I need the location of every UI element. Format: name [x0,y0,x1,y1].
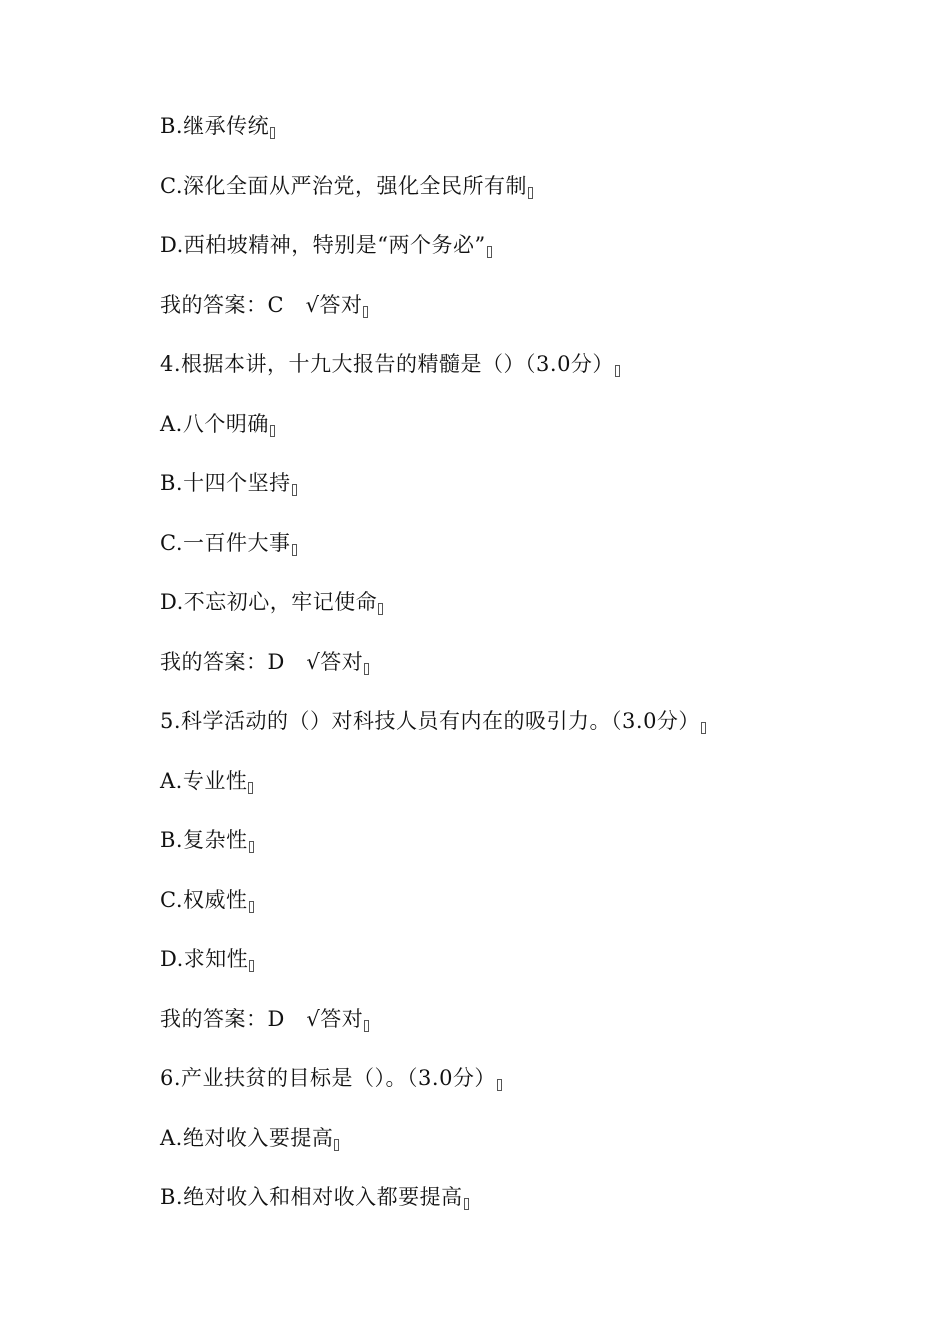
line-text: C.深化全面从严治党，强化全民所有制 [160,174,527,198]
option-c-line [160,529,297,557]
line-text: 我的答案：D √答对 [160,1007,364,1031]
line-text: C.一百件大事 [160,531,291,555]
line-text: D.西柏坡精神，特别是“两个务必” [160,233,486,257]
line-end-mark [248,782,253,794]
line-text: 6.产业扶贫的目标是（）。（3.0分） [160,1066,496,1090]
line-text: D.求知性 [160,947,249,971]
line-end-mark [701,722,706,734]
line-end-mark [249,901,254,913]
my-answer-line [160,291,368,319]
line-end-mark [292,484,297,496]
line-text: 我的答案：D √答对 [160,650,364,674]
line-end-mark [334,1139,339,1151]
option-b-line [160,469,297,497]
line-text: 我的答案：C √答对 [160,293,363,317]
line-text: C.权威性 [160,888,248,912]
line-end-mark [497,1079,502,1091]
line-end-mark [292,544,297,556]
line-end-mark [363,306,368,318]
line-text: 4.根据本讲，十九大报告的精髓是（）（3.0分） [160,352,614,376]
line-text: A.专业性 [160,769,248,793]
option-d-line [160,945,254,973]
option-b-line [160,112,275,140]
line-text: A.绝对收入要提高 [160,1126,334,1150]
option-d-line [160,231,492,259]
my-answer-line [160,1005,369,1033]
line-end-mark [270,425,275,437]
line-text: B.复杂性 [160,828,248,852]
line-text: A.八个明确 [160,412,269,436]
line-end-mark [249,841,254,853]
option-c-line [160,172,533,200]
my-answer-line [160,648,369,676]
line-end-mark [487,246,492,258]
question-5-line [160,707,706,735]
line-end-mark [464,1198,469,1210]
line-text: B.绝对收入和相对收入都要提高 [160,1185,463,1209]
line-end-mark [378,603,383,615]
option-a-line [160,1124,339,1152]
question-6-line [160,1064,502,1092]
option-d-line [160,588,383,616]
line-end-mark [615,365,620,377]
option-a-line [160,767,253,795]
line-end-mark [364,1020,369,1032]
line-end-mark [270,127,275,139]
option-c-line [160,886,254,914]
line-end-mark [528,187,533,199]
line-text: B.十四个坚持 [160,471,291,495]
line-end-mark [364,663,369,675]
line-end-mark [249,960,254,972]
line-text: D.不忘初心，牢记使命 [160,590,378,614]
question-4-line [160,350,620,378]
line-text: 5.科学活动的（）对科技人员有内在的吸引力。（3.0分） [160,709,700,733]
option-b-line [160,826,254,854]
option-b-line [160,1183,469,1211]
option-a-line [160,410,275,438]
line-text: B.继承传统 [160,114,270,138]
